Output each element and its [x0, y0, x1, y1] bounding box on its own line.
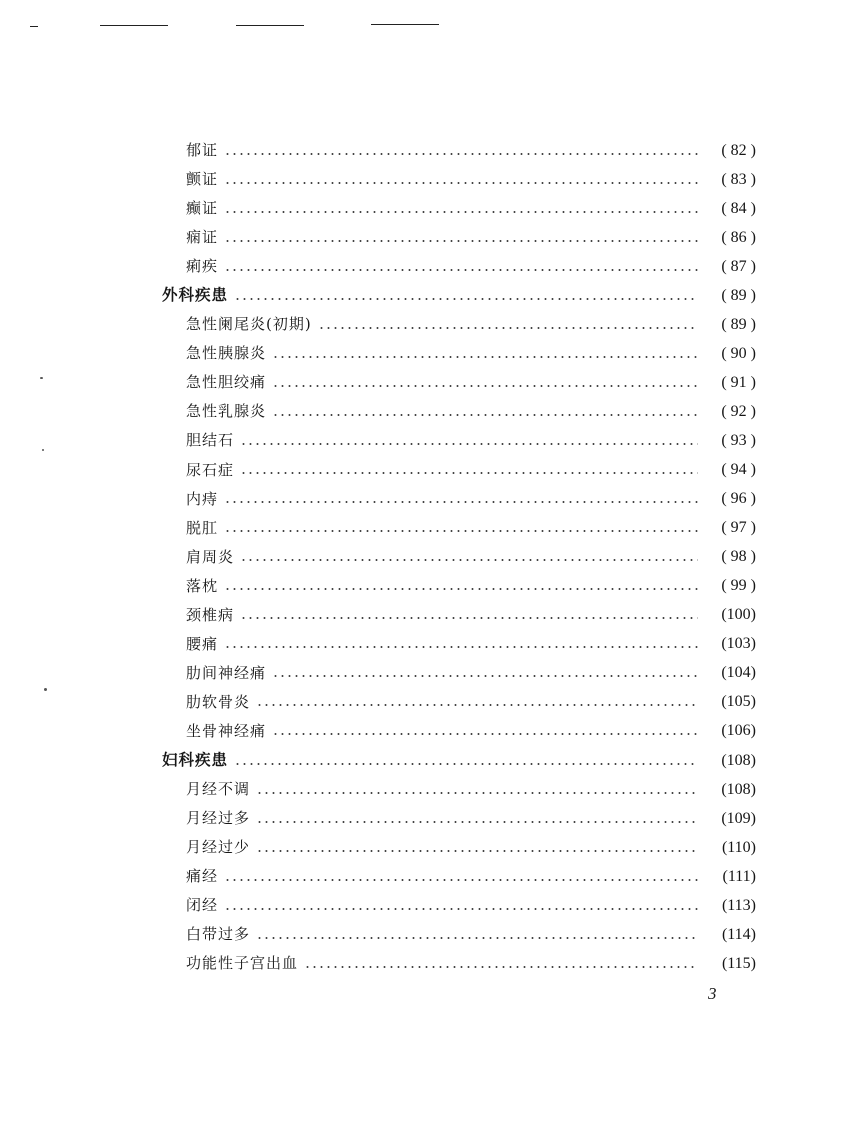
toc-entry-page: (108)	[721, 751, 756, 769]
toc-entry-title: 脱肛	[186, 518, 219, 537]
toc-entry-page: ( 98 )	[721, 548, 756, 566]
toc-entry	[162, 688, 756, 717]
toc-entry-title: 痢疾	[186, 257, 219, 276]
toc-entry-title: 落枕	[186, 576, 219, 595]
toc-entry-page: (115)	[721, 954, 756, 972]
toc-entry	[162, 165, 756, 194]
toc-entry-page: (113)	[721, 896, 756, 914]
toc-entry-title: 白带过多	[186, 925, 251, 944]
dot-leader	[272, 675, 698, 677]
dot-leader	[224, 646, 698, 648]
toc-entry-title: 月经过少	[186, 838, 251, 857]
scan-speck	[42, 449, 44, 451]
toc-entry	[162, 339, 756, 368]
toc-entry	[162, 252, 756, 281]
dot-leader	[224, 153, 698, 155]
toc-entry-title: 痛经	[186, 867, 219, 886]
dot-leader	[224, 588, 698, 590]
toc-entry-page: ( 91 )	[721, 373, 756, 391]
toc-entry	[162, 659, 756, 688]
toc-entry-title: 痫证	[186, 228, 219, 247]
dot-leader	[240, 443, 698, 445]
dot-leader	[234, 763, 698, 765]
toc-entry-page: (109)	[721, 809, 756, 827]
dot-leader	[272, 385, 698, 387]
toc-entry	[162, 397, 756, 426]
dot-leader	[272, 414, 698, 416]
toc-entry	[162, 485, 756, 514]
dot-leader	[224, 211, 698, 213]
dot-leader	[256, 704, 698, 706]
dot-leader	[224, 879, 698, 881]
toc-entry-page: ( 83 )	[721, 170, 756, 188]
toc-entry-title: 内痔	[186, 489, 219, 508]
toc-entry-title: 肋软骨炎	[186, 692, 251, 711]
dot-leader	[272, 733, 698, 735]
toc-entry-page: (103)	[721, 635, 756, 653]
toc-entry-page: ( 89 )	[721, 315, 756, 333]
toc-entry-title: 坐骨神经痛	[186, 721, 267, 740]
toc-entry-page: ( 92 )	[721, 402, 756, 420]
dot-leader	[224, 908, 698, 910]
header-rule-stub	[30, 26, 38, 27]
toc-entry-page: ( 89 )	[721, 286, 756, 304]
toc-entry	[162, 891, 756, 920]
toc-entry	[162, 601, 756, 630]
dot-leader	[256, 937, 698, 939]
toc-entry	[162, 920, 756, 949]
dot-leader	[272, 356, 698, 358]
toc-entry	[162, 426, 756, 455]
toc-entry-page: ( 87 )	[721, 257, 756, 275]
dot-leader	[224, 182, 698, 184]
toc-entry-title: 肋间神经痛	[186, 663, 267, 682]
toc-entry-title: 肩周炎	[186, 547, 235, 566]
page-number: 3	[708, 984, 717, 1003]
toc-entry-title: 癫证	[186, 199, 219, 218]
dot-leader	[224, 240, 698, 242]
toc-entry-page: ( 94 )	[721, 461, 756, 479]
toc-section-heading	[162, 281, 756, 310]
toc-entry-title: 闭经	[186, 896, 219, 915]
toc-entry	[162, 949, 756, 978]
toc-entry-title: 功能性子宫出血	[186, 954, 299, 973]
toc-entry-page: ( 82 )	[721, 141, 756, 159]
toc-entry-page: ( 96 )	[721, 490, 756, 508]
toc-entry-title: 急性阑尾炎(初期)	[186, 315, 312, 334]
toc-entry	[162, 862, 756, 891]
toc-entry-page: (105)	[721, 693, 756, 711]
dot-leader	[224, 501, 698, 503]
toc-entry-page: ( 93 )	[721, 431, 756, 449]
dot-leader	[318, 327, 698, 329]
toc-entry-page: ( 97 )	[721, 519, 756, 537]
dot-leader	[256, 850, 698, 852]
toc-entry	[162, 456, 756, 485]
dot-leader	[224, 530, 698, 532]
toc-entry	[162, 136, 756, 165]
toc-entry-title: 尿石症	[186, 460, 235, 479]
dot-leader	[224, 269, 698, 271]
dot-leader	[240, 472, 698, 474]
toc-entry	[162, 717, 756, 746]
toc-section-heading	[162, 746, 756, 775]
toc-entry-title: 颈椎病	[186, 605, 235, 624]
toc-entry	[162, 804, 756, 833]
toc-entry	[162, 223, 756, 252]
toc-entry-title: 急性胰腺炎	[186, 344, 267, 363]
toc-entry-page: (104)	[721, 664, 756, 682]
toc-entry-page: ( 90 )	[721, 344, 756, 362]
dot-leader	[240, 559, 698, 561]
toc-entry-page: (100)	[721, 606, 756, 624]
toc-entry	[162, 310, 756, 339]
scan-speck	[40, 377, 43, 379]
toc-entry	[162, 775, 756, 804]
toc-entry-title: 月经不调	[186, 780, 251, 799]
toc-entry-page: (108)	[721, 780, 756, 798]
toc-entry	[162, 514, 756, 543]
dot-leader	[256, 792, 698, 794]
toc-entry-title: 急性乳腺炎	[186, 402, 267, 421]
toc-entry-page: (110)	[721, 838, 756, 856]
toc-entry-title: 急性胆绞痛	[186, 373, 267, 392]
toc-entry	[162, 368, 756, 397]
dot-leader	[256, 821, 698, 823]
dot-leader	[240, 617, 698, 619]
toc-entry-title: 胆结石	[186, 431, 235, 450]
header-rule-3	[371, 24, 439, 25]
table-of-contents	[162, 136, 756, 978]
toc-entry-page: ( 84 )	[721, 199, 756, 217]
toc-entry-title: 郁证	[186, 141, 219, 160]
dot-leader	[304, 966, 698, 968]
toc-entry-page: (114)	[721, 925, 756, 943]
toc-entry	[162, 194, 756, 223]
toc-entry	[162, 833, 756, 862]
toc-entry-page: (106)	[721, 722, 756, 740]
toc-entry-title: 颤证	[186, 170, 219, 189]
toc-entry	[162, 630, 756, 659]
dot-leader	[234, 298, 698, 300]
header-rule-2	[236, 25, 304, 26]
scan-speck	[44, 688, 47, 691]
toc-entry-page: ( 99 )	[721, 577, 756, 595]
toc-entry-page: ( 86 )	[721, 228, 756, 246]
toc-entry-title: 外科疾患	[162, 286, 229, 304]
toc-entry	[162, 543, 756, 572]
toc-entry-title: 妇科疾患	[162, 750, 229, 769]
toc-entry-title: 月经过多	[186, 809, 251, 828]
toc-entry-page: (111)	[722, 867, 756, 885]
toc-entry	[162, 572, 756, 601]
toc-entry-title: 腰痛	[186, 634, 219, 653]
header-rule-1	[100, 25, 168, 26]
